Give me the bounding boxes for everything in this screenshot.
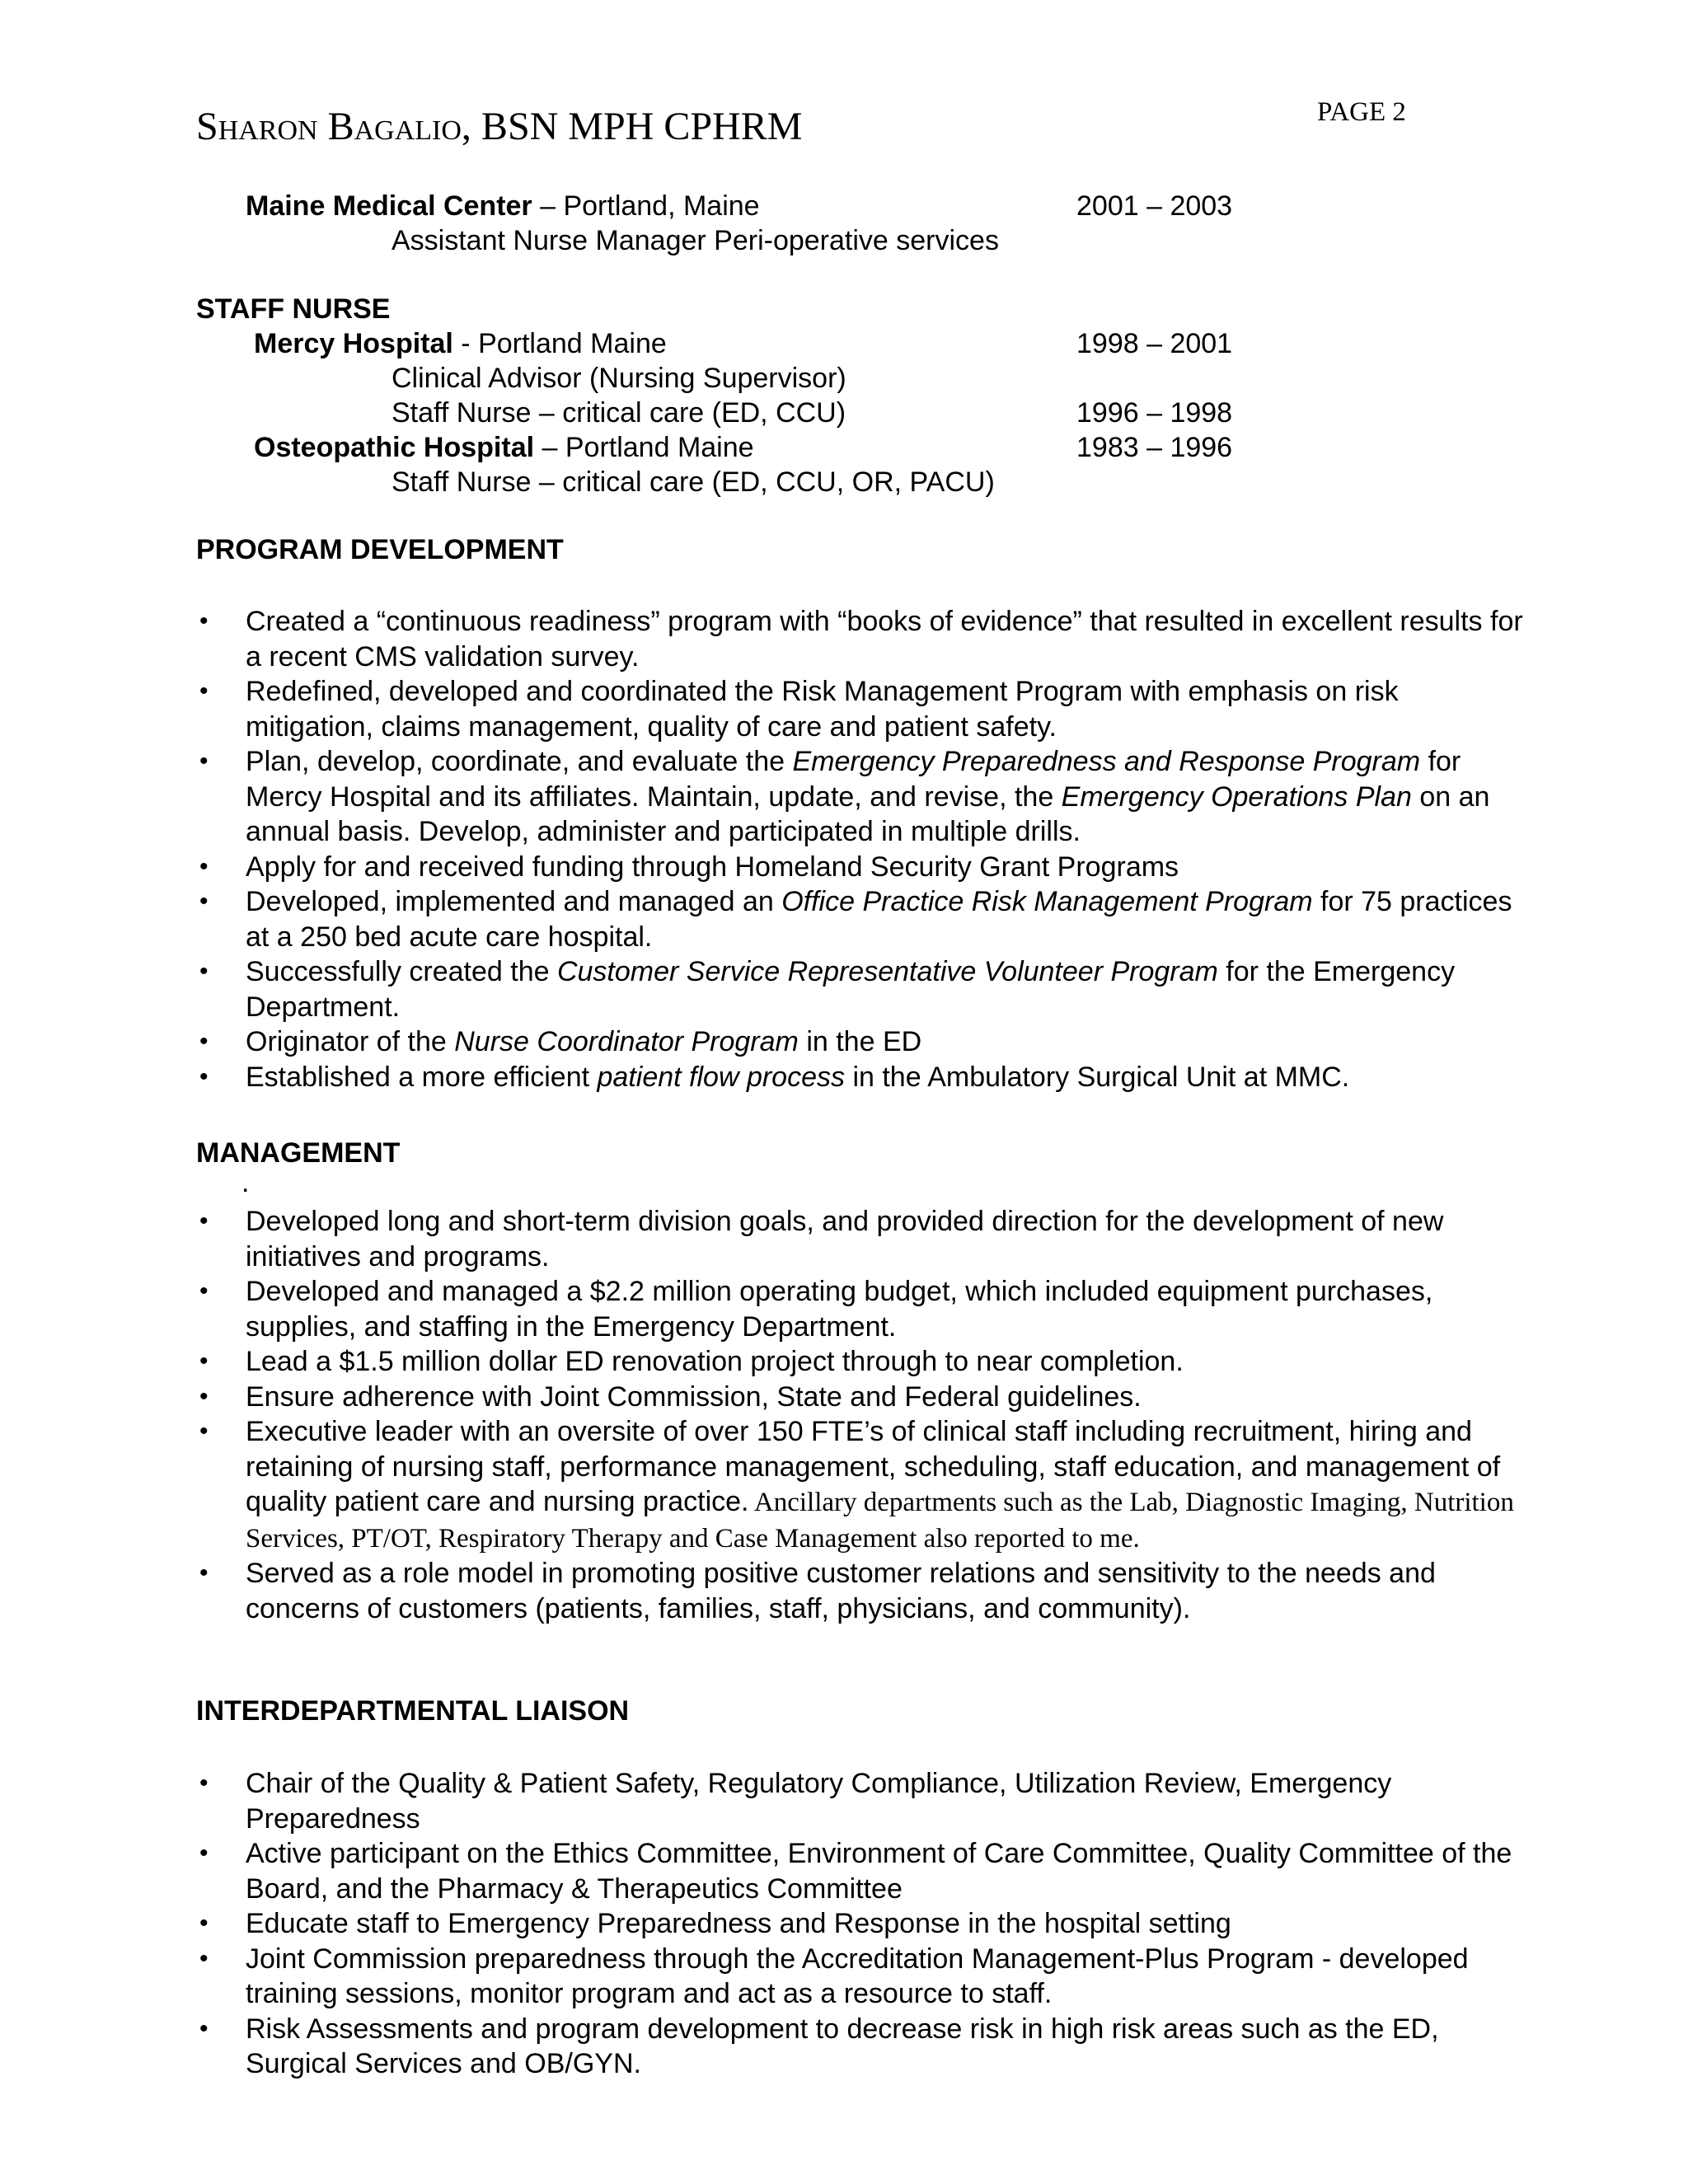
list-item: • Served as a role model in promoting positive customer relations and sensitivity to the needs and concerns of customers (patients, families, staff, physicians, and community).: [199, 1558, 1436, 1624]
bullet-icon: •: [199, 1910, 209, 1937]
bullet-icon: •: [199, 677, 209, 705]
bullet-icon: •: [199, 1347, 209, 1375]
section-heading-staff-nurse: STAFF NURSE: [196, 293, 391, 325]
list-item: • Developed, implemented and managed an Office Practice Risk Management Program for 75 practices at a 250 bed acute care hospital.: [199, 886, 1512, 953]
bullet-icon: •: [199, 1559, 209, 1586]
list-item: • Developed and managed a $2.2 million operating budget, which included equipment purchases, supplies, and staffing in the Emergency Department.: [199, 1276, 1433, 1343]
bullet-icon: •: [199, 1840, 209, 1867]
list-item: • Plan, develop, coordinate, and evaluate the Emergency Preparedness and Response Program for Mercy Hospital and its affiliates. Maintain, update, and revise, the Emergency Operations Plan on an annual basis. Develop, administer and participated in multiple drills.: [199, 746, 1490, 847]
list-item: • Successfully created the Customer Service Representative Volunteer Program for the Emergency Department.: [199, 956, 1456, 1023]
bullet-icon: •: [199, 888, 209, 915]
org-location: – Portland Maine: [534, 432, 754, 463]
person-name: Sharon Bagalio: [196, 105, 462, 148]
bullet-icon: •: [199, 1769, 209, 1797]
list-item: • Developed long and short-term division goals, and provided direction for the development of new initiatives and programs.: [199, 1206, 1444, 1272]
list-item: • Joint Commission preparedness through the Accreditation Management-Plus Program - developed training sessions, monitor program and act as a resource to staff.: [199, 1943, 1469, 2009]
role: Staff Nurse – critical care (ED, CCU): [392, 397, 846, 429]
years: 2001 – 2003: [1076, 190, 1233, 222]
bullet-icon: •: [199, 607, 209, 635]
list-item: • Created a “continuous readiness” program with “books of evidence” that resulted in excellent results for a recent CMS validation survey.: [199, 606, 1523, 673]
bullet-icon: •: [199, 1028, 209, 1055]
experience-entry-mercy: [254, 326, 667, 361]
section-heading-program-development: PROGRAM DEVELOPMENT: [196, 534, 564, 565]
bullet-icon: •: [199, 1418, 209, 1445]
experience-entry-mmc: [246, 189, 760, 223]
experience-entry-osteopathic: [254, 430, 754, 465]
bullet-icon: •: [199, 958, 209, 985]
years: 1998 – 2001: [1076, 328, 1233, 359]
list-item: • Risk Assessments and program development to decrease risk in high risk areas such as the ED, Surgical Services and OB/GYN.: [199, 2013, 1439, 2079]
list-item: • Chair of the Quality & Patient Safety, Regulatory Compliance, Utilization Review, Emergency Preparedness: [199, 1768, 1392, 1835]
bullet-icon: •: [199, 2014, 209, 2042]
org-location: – Portland, Maine: [532, 190, 760, 222]
role: Assistant Nurse Manager Peri-operative services: [392, 225, 999, 256]
org-name: Maine Medical Center: [246, 190, 532, 222]
list-item: • Lead a $1.5 million dollar ED renovation project through to near completion.: [196, 1344, 1531, 1380]
bullet-icon: •: [199, 1382, 209, 1410]
list-item: • Redefined, developed and coordinated the Risk Management Program with emphasis on risk mitigation, claims management, quality of care and patient safety.: [199, 676, 1399, 743]
bullet-icon: •: [199, 1277, 209, 1305]
section-heading-interdepartmental-liaison: INTERDEPARTMENTAL LIAISON: [196, 1695, 630, 1727]
liaison-list: [196, 1766, 1531, 2082]
resume-header-name: [196, 102, 802, 152]
list-item: • Originator of the Nurse Coordinator Program in the ED: [196, 1024, 1531, 1060]
page-number: PAGE 2: [1317, 97, 1406, 127]
org-name: Osteopathic Hospital: [254, 432, 535, 463]
role: Clinical Advisor (Nursing Supervisor): [392, 363, 846, 394]
years: 1996 – 1998: [1076, 397, 1233, 429]
section-heading-management: MANAGEMENT: [196, 1137, 401, 1169]
bullet-icon: •: [199, 1062, 209, 1090]
org-name: Mercy Hospital: [254, 328, 453, 359]
list-item: • Active participant on the Ethics Committee, Environment of Care Committee, Quality Committee of the Board, and the Pharmacy & Therapeutics Committee: [199, 1838, 1512, 1905]
bullet-icon: •: [199, 748, 209, 775]
list-item: • Executive leader with an oversite of over 150 FTE’s of clinical staff including recruitment, hiring and retaining of nursing staff, performance management, scheduling, staff education, and management of quality patient care and nursing practice. Ancillary departments such as the Lab, Diagnostic Imaging, Nutrition Services, PT/OT, Respiratory Therapy and Case Management also reported to me.: [199, 1416, 1514, 1554]
management-list: [196, 1204, 1531, 1626]
list-item: • Educate staff to Emergency Preparedness and Response in the hospital setting: [196, 1906, 1531, 1942]
bullet-icon: •: [199, 852, 209, 880]
list-item: • Established a more efficient patient flow process in the Ambulatory Surgical Unit at MMC.: [196, 1060, 1531, 1095]
list-item: • Apply for and received funding through Homeland Security Grant Programs: [196, 850, 1531, 885]
credentials: , BSN MPH CPHRM: [461, 105, 803, 148]
years: 1983 – 1996: [1076, 432, 1233, 463]
program-development-list: [196, 604, 1531, 1094]
list-item: • Ensure adherence with Joint Commission, State and Federal guidelines.: [196, 1380, 1531, 1415]
stray-period: .: [241, 1167, 250, 1198]
bullet-icon: •: [199, 1207, 209, 1235]
org-location: - Portland Maine: [452, 328, 667, 359]
role: Staff Nurse – critical care (ED, CCU, OR, PACU): [392, 466, 995, 498]
bullet-icon: •: [199, 1944, 209, 1972]
